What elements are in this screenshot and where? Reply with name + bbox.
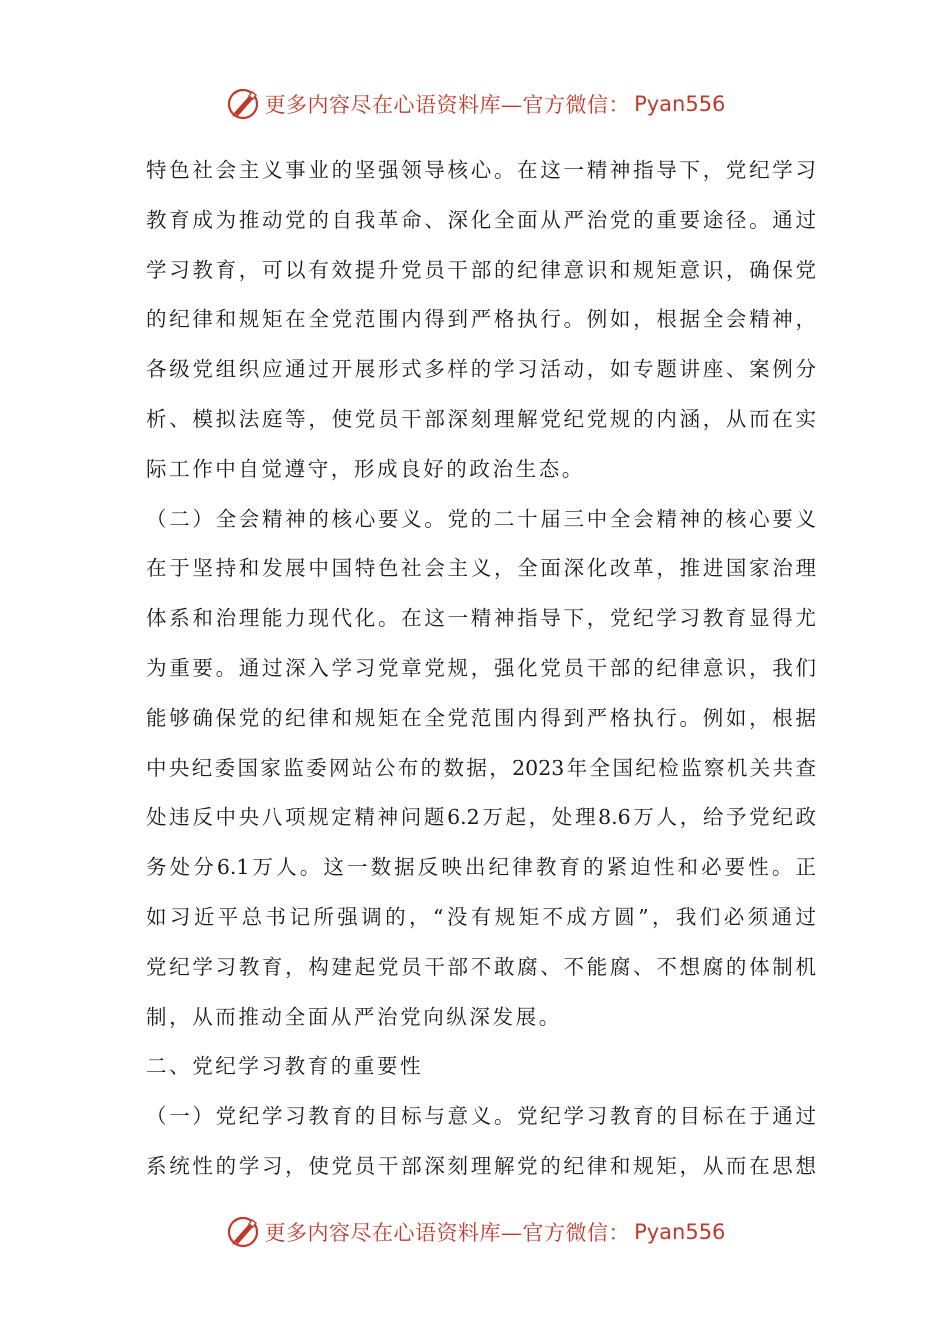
text-line: 体系和治理能力现代化。在这一精神指导下，党纪学习教育显得尤 [146,606,816,631]
document-body [146,146,816,1192]
section-heading [146,1042,816,1092]
header-watermark [0,84,950,124]
watermark-wechat-id: Pyan556 [634,1220,726,1244]
text-line: （二）全会精神的核心要义。党的二十届三中全会精神的核心要义 [146,506,816,531]
watermark-text: 更多内容尽在心语资料库—官方微信： [264,93,631,117]
text-line: 制，从而推动全面从严治党向纵深发展。 [146,1004,562,1029]
text-line: 中央纪委国家监委网站公布的数据，2023年全国纪检监察机关共查 [146,755,816,780]
text-line: 的纪律和规矩在全党范围内得到严格执行。例如，根据全会精神， [146,307,816,332]
pen-logo-icon [225,1214,261,1250]
paragraph [146,1092,816,1192]
watermark-wechat-id: Pyan556 [634,92,726,116]
text-line: 特色社会主义事业的坚强领导核心。在这一精神指导下，党纪学习 [146,158,816,182]
text-line: 能够确保党的纪律和规矩在全党范围内得到严格执行。例如，根据 [146,705,816,730]
text-line: 二、党纪学习教育的重要性 [146,1054,424,1079]
pen-logo-icon [225,86,261,122]
watermark-text: 更多内容尽在心语资料库—官方微信： [264,1221,631,1245]
paragraph [146,495,816,1043]
text-line: 务处分6.1万人。这一数据反映出纪律教育的紧迫性和必要性。正 [146,855,816,880]
text-line: 系统性的学习，使党员干部深刻理解党的纪律和规矩，从而在思想 [146,1153,816,1178]
text-line: 际工作中自觉遵守，形成良好的政治生态。 [146,456,585,481]
text-line: 学习教育，可以有效提升党员干部的纪律意识和规矩意识，确保党 [146,257,816,282]
text-line: 析、模拟法庭等，使党员干部深刻理解党纪党规的内涵，从而在实 [146,406,816,431]
text-line: 教育成为推动党的自我革命、深化全面从严治党的重要途径。通过 [146,207,816,232]
paragraph [146,146,816,495]
text-line: 如习近平总书记所强调的，“没有规矩不成方圆”，我们必须通过 [146,904,816,929]
text-line: 各级党组织应通过开展形式多样的学习活动，如专题讲座、案例分 [146,357,816,382]
text-line: 为重要。通过深入学习党章党规，强化党员干部的纪律意识，我们 [146,655,816,680]
text-line: 处违反中央八项规定精神问题6.2万起，处理8.6万人，给予党纪政 [146,805,816,830]
footer-watermark [0,1212,950,1252]
text-line: 在于坚持和发展中国特色社会主义，全面深化改革，推进国家治理 [146,556,816,581]
text-line: 党纪学习教育，构建起党员干部不敢腐、不能腐、不想腐的体制机 [146,954,816,979]
text-line: （一）党纪学习教育的目标与意义。党纪学习教育的目标在于通过 [146,1104,816,1129]
